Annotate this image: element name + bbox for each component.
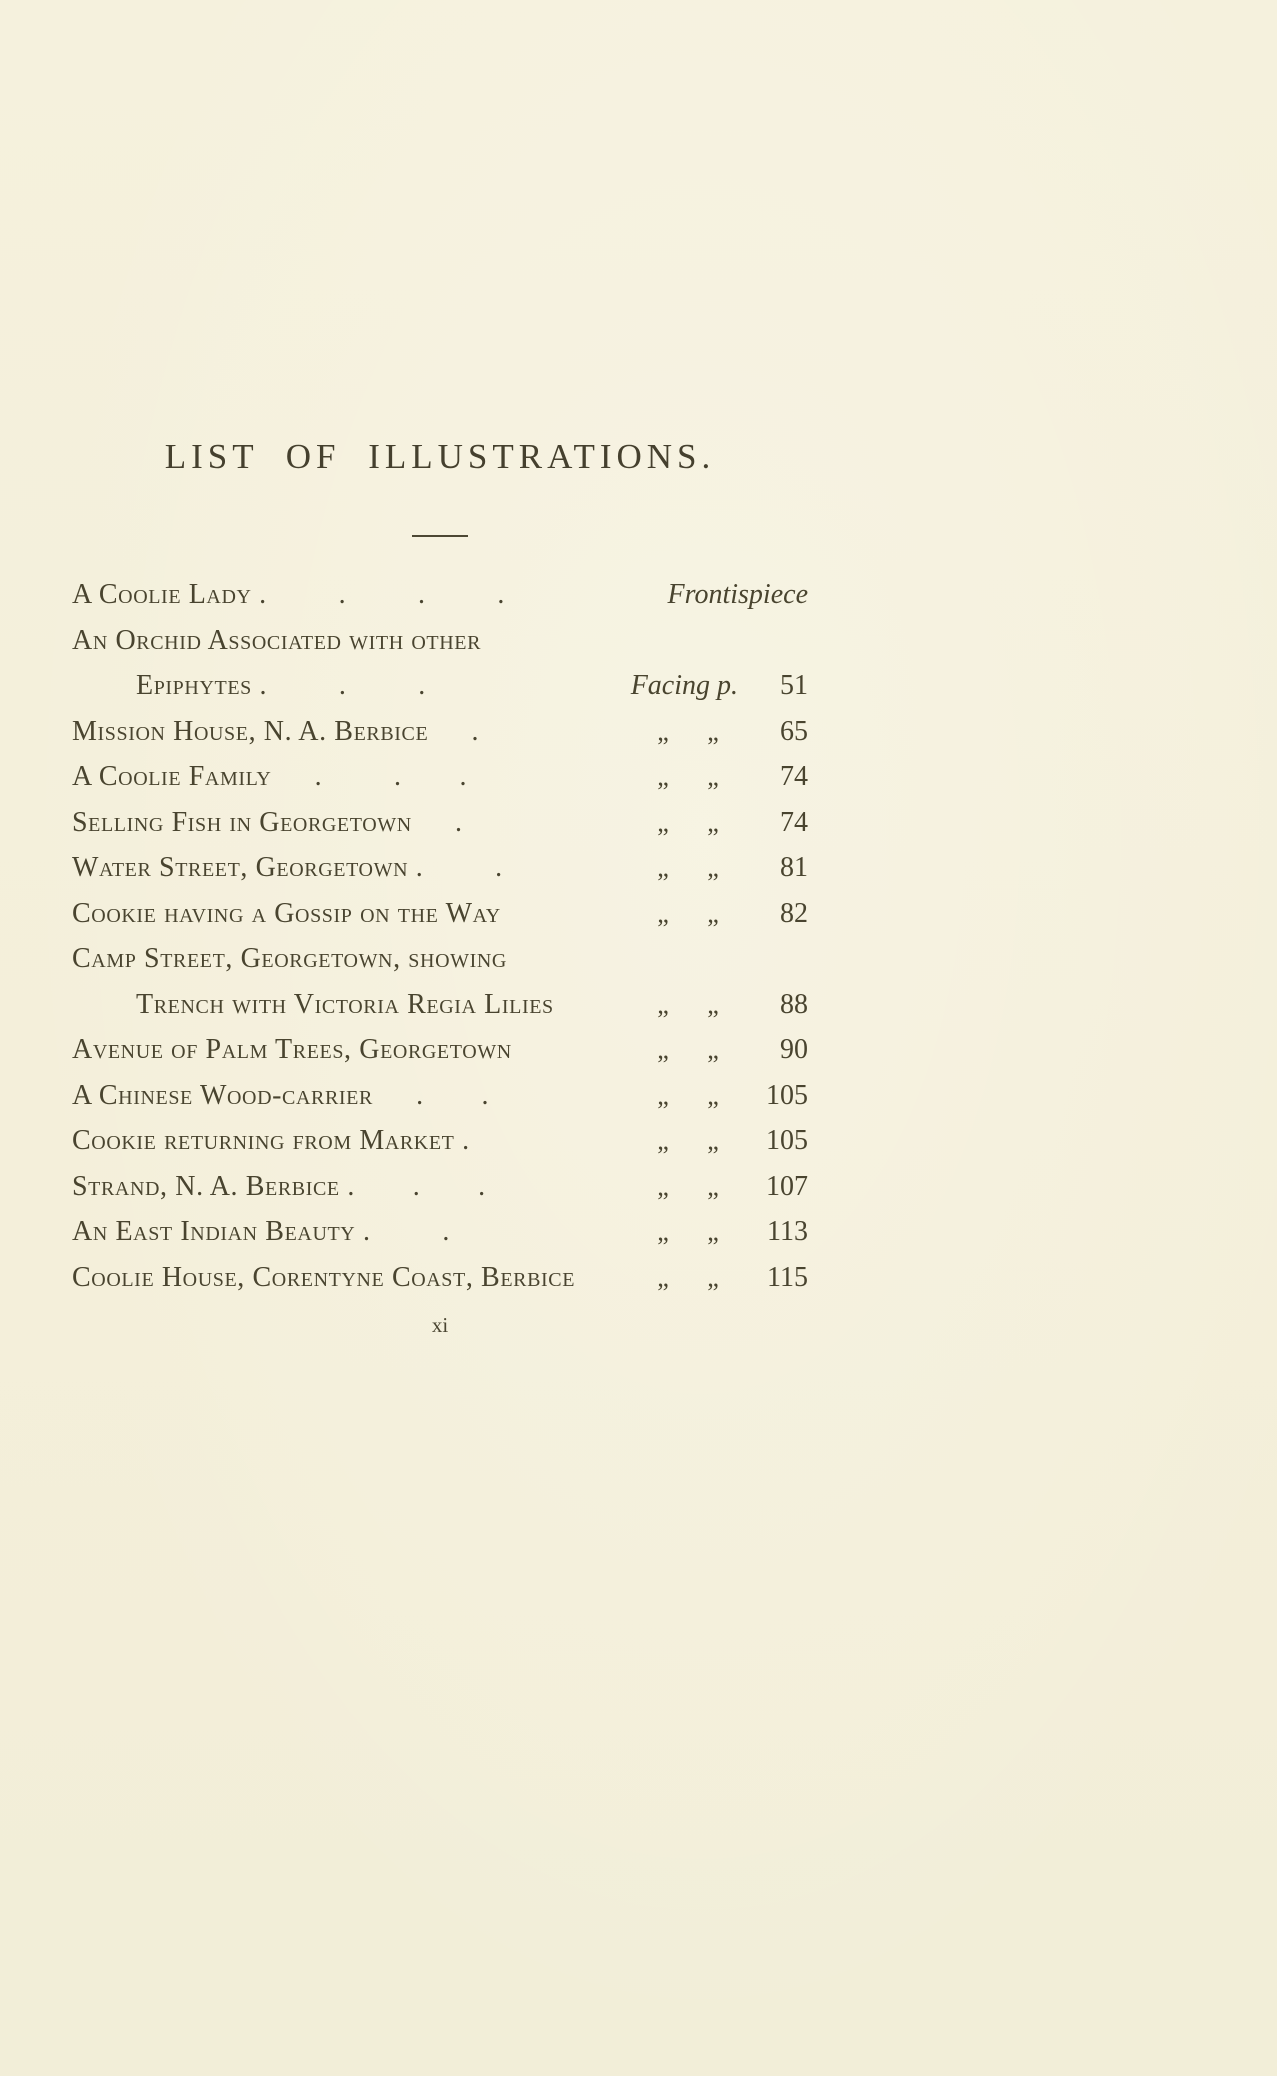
ditto-mark: „ — [657, 762, 669, 791]
ditto-mark: „ — [657, 898, 669, 928]
entry-title: Selling Fish in Georgetown . — [72, 806, 463, 838]
toc-row — [72, 670, 808, 716]
entry-page-number: 74 — [780, 761, 808, 792]
entry-reference: Facing p. — [630, 670, 738, 701]
toc-row — [72, 761, 808, 807]
ditto-mark: „ — [657, 853, 669, 882]
entry-title: Epiphytes . . . — [136, 670, 426, 701]
entry-page-number: 81 — [780, 852, 808, 883]
ditto-mark: „ — [657, 989, 669, 1019]
ditto-mark: „ — [707, 807, 719, 837]
entry-page-number: 113 — [767, 1216, 808, 1247]
toc-row — [72, 807, 808, 853]
book-page — [72, 0, 808, 1338]
ditto-mark: „ — [707, 716, 719, 746]
folio-page-number: xi — [431, 1313, 449, 1337]
page-title: LIST OF ILLUSTRATIONS. — [164, 437, 716, 476]
entry-page-number: 115 — [767, 1261, 808, 1293]
ditto-mark: „ — [707, 762, 719, 791]
toc-row — [72, 716, 808, 762]
illustrations-list — [72, 579, 808, 1307]
toc-row — [72, 943, 808, 989]
title-divider-rule — [412, 535, 468, 537]
entry-title: Water Street, Georgetown . . — [72, 852, 503, 883]
ditto-mark: „ — [707, 1126, 719, 1155]
ditto-mark: „ — [707, 1035, 719, 1064]
ditto-mark: „ — [657, 1126, 669, 1155]
entry-title: Strand, N. A. Berbice . . . — [72, 1170, 486, 1202]
entry-title: An East Indian Beauty . . — [72, 1216, 450, 1247]
entry-page-number: 88 — [780, 988, 808, 1020]
ditto-mark: „ — [657, 1171, 669, 1201]
toc-row — [72, 1216, 808, 1262]
toc-row — [72, 1034, 808, 1080]
entry-page-number: 82 — [780, 897, 808, 929]
ditto-mark: „ — [707, 853, 719, 882]
entry-page-number: 65 — [780, 715, 808, 747]
toc-row — [72, 625, 808, 671]
toc-row — [72, 1171, 808, 1217]
toc-row — [72, 1125, 808, 1171]
entry-title: Avenue of Palm Trees, Georgetown — [72, 1034, 512, 1065]
entry-page-number: 90 — [780, 1034, 808, 1065]
toc-row — [72, 989, 808, 1035]
ditto-mark: „ — [707, 1262, 719, 1292]
entry-title: Cookie having a Gossip on the Way — [72, 897, 501, 929]
entry-title: Coolie House, Corentyne Coast, Berbice — [72, 1261, 576, 1293]
ditto-mark: „ — [657, 1035, 669, 1064]
entry-reference: Frontispiece — [667, 579, 808, 610]
ditto-mark: „ — [707, 989, 719, 1019]
toc-row — [72, 1080, 808, 1126]
ditto-mark: „ — [707, 898, 719, 928]
ditto-mark: „ — [657, 716, 669, 746]
toc-row — [72, 852, 808, 898]
entry-page-number: 107 — [766, 1170, 808, 1202]
entry-title: A Chinese Wood-carrier . . — [72, 1079, 490, 1111]
entry-page-number: 51 — [780, 670, 808, 701]
ditto-mark: „ — [707, 1171, 719, 1201]
ditto-mark: „ — [707, 1080, 719, 1110]
entry-page-number: 105 — [766, 1125, 808, 1156]
ditto-mark: „ — [657, 1217, 669, 1246]
entry-title: An Orchid Associated with other — [72, 624, 482, 656]
toc-row — [72, 579, 808, 625]
ditto-mark: „ — [657, 1262, 669, 1292]
toc-row — [72, 1262, 808, 1308]
entry-page-number: 105 — [766, 1079, 808, 1111]
entry-title: Camp Street, Georgetown, showing — [72, 943, 507, 974]
entry-page-number: 74 — [780, 806, 808, 838]
entry-title: Cookie returning from Market . — [72, 1125, 470, 1156]
ditto-mark: „ — [657, 807, 669, 837]
entry-title: A Coolie Family . . . — [72, 761, 468, 792]
ditto-mark: „ — [657, 1080, 669, 1110]
entry-title: Trench with Victoria Regia Lilies — [136, 988, 554, 1020]
entry-title: A Coolie Lady . . . . — [72, 579, 505, 610]
ditto-mark: „ — [707, 1217, 719, 1246]
toc-row — [72, 898, 808, 944]
entry-title: Mission House, N. A. Berbice . — [72, 715, 480, 747]
